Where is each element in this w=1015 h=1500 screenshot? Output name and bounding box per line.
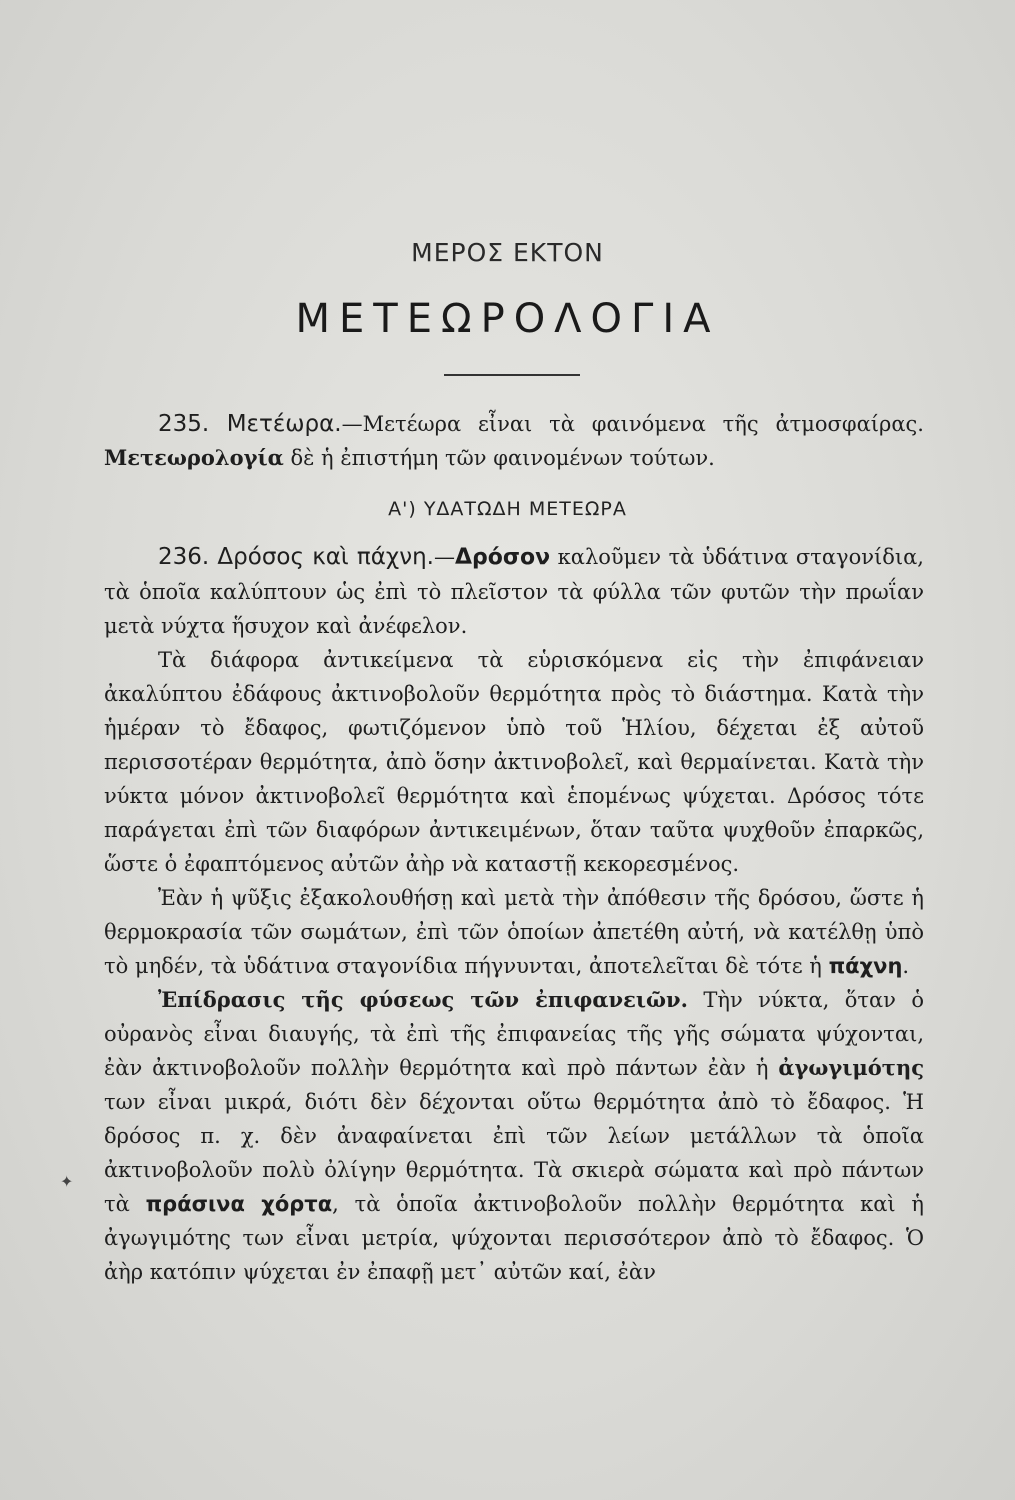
paragraph-radiation: Τὰ διάφορα ἀντικείμενα τὰ εὑρισκόμενα εἰς τὴν ἐπιφάνειαν ἀκαλύπτου ἐδάφους ἀκτινοβολοῦν θερμότητα πρὸς τὸ διάστημα. Κατὰ τὴν ἡμέραν τὸ ἔδαφος, φωτιζόμενον ὑπὸ τοῦ Ἡλίου, δέχεται ἐξ αὐτοῦ περισσοτέραν θερμότητα, ἀπὸ ὅσην ἀκτινοβολεῖ, καὶ θερμαίνεται. Κατὰ τὴν νύκτα μόνον ἀκτινοβολεῖ θερμότητα καὶ ἑπομένως ψύχεται. Δρόσος τότε παράγεται ἐπὶ τῶν διαφόρων ἀντικειμένων, ὅταν ταῦτα ψυχθοῦν ἐπαρκῶς, ὥστε ὁ ἐφαπτόμενος αὐτῶν ἀὴρ νὰ καταστῇ κεκορεσμένος. (104, 648, 924, 876)
paragraph-235-text2: δὲ ἡ ἐπιστήμη τῶν φαινομένων τούτων. (283, 446, 715, 470)
paragraph-surfaces-text3: , τὰ ὁποῖα ἀκτινοβολοῦν πολλὴν θερμότητα καὶ ἡ ἀγωγιμότης των εἶναι μετρία, ψύχονται περισσότερον ἀπὸ τὸ ἔδαφος. Ὁ ἀὴρ κατόπιν ψύχεται ἐν ἐπαφῇ μετ᾽ αὐτῶν καί, ἐὰν (104, 1192, 924, 1284)
paragraph-surfaces-text2: των εἶναι μικρά, διότι δὲν δέχονται οὕτω θερμότητα ἀπὸ τὸ ἔδαφος. Ἡ δρόσος π. χ. δὲν ἀναφαίνεται ἐπὶ τῶν λείων μετάλλων τὰ ὁποῖα ἀκτινοβολοῦν πολὺ ὀλίγην θερμότητα. Τὰ σκιερὰ σώματα καὶ πρὸ πάντων τὰ (104, 1090, 924, 1216)
paragraph-frost-end: . (902, 954, 910, 978)
paragraph-235-text: Μετέωρα εἶναι τὰ φαινόμενα τῆς ἀτμοσφαίρας. (362, 412, 924, 436)
part-label: ΜΕΡΟΣ ΕΚΤΟΝ (411, 238, 604, 267)
paragraph-236-text: καλοῦμεν τὰ ὑδάτινα σταγονίδια, τὰ ὁποῖα καλύπτουν ὡς ἐπὶ τὸ πλεῖστον τὰ φύλλα τῶν φυτῶν τὴν πρωΐαν μετὰ νύχτα ἥσυχον καὶ ἀνέφελον. (104, 545, 924, 638)
paragraph-frost (104, 881, 924, 983)
paragraph-frost-text: Ἐὰν ἡ ψῦξις ἐξακολουθήσῃ καὶ μετὰ τὴν ἀπόθεσιν τῆς δρόσου, ὥστε ἡ θερμοκρασία τῶν σωμάτων, ἐπὶ τῶν ὁποίων ἀπετέθη αὐτή, νὰ κατέλθῃ ὑπὸ τὸ μηδέν, τὰ ὑδάτινα σταγονίδια πήγνυνται, ἀποτελεῖται δὲ τότε ἡ (104, 886, 924, 978)
paragraph-236-dash: — (433, 545, 455, 569)
paragraph-surfaces-text1: Τὴν νύκτα, ὅταν ὁ οὐρανὸς εἶναι διαυγής, τὰ ἐπὶ τῆς ἐπιφανείας τῆς γῆς σώματα ψύχονται, ἐὰν ἀκτινοβολοῦν πολλὴν θερμότητα καὶ πρὸ πάντων ἐὰν ἡ (104, 988, 924, 1080)
paragraph-235-heading: 235. Μετέωρα. (158, 411, 342, 437)
paragraph-236-heading: 236. Δρόσος καὶ πάχνη. (158, 544, 434, 570)
section-heading-a: Α') ΥΔΑΤΩΔΗ ΜΕΤΕΩΡΑ (388, 498, 627, 520)
paragraph-surfaces (104, 983, 924, 1289)
margin-mark-icon: ✦ (60, 1172, 74, 1191)
paragraph-frost-term: πάχνη (828, 954, 903, 978)
paragraph-surfaces-term-grass: πράσινα χόρτα (145, 1192, 333, 1216)
title-divider (444, 374, 580, 376)
paragraph-235 (104, 407, 924, 475)
chapter-title: ΜΕΤΕΩΡΟΛΟΓΙΑ (295, 296, 720, 342)
paragraph-235-dash: — (341, 412, 363, 436)
paragraph-surfaces-heading: Ἐπίδρασις τῆς φύσεως τῶν ἐπιφανειῶν. (158, 987, 688, 1012)
paragraph-236-term: Δρόσον (454, 545, 551, 570)
paragraph-235-term: Μετεωρολογία (104, 445, 284, 470)
paragraph-236 (104, 540, 924, 1289)
paragraph-surfaces-term-conductivity: ἀγωγιμότης (778, 1055, 924, 1080)
